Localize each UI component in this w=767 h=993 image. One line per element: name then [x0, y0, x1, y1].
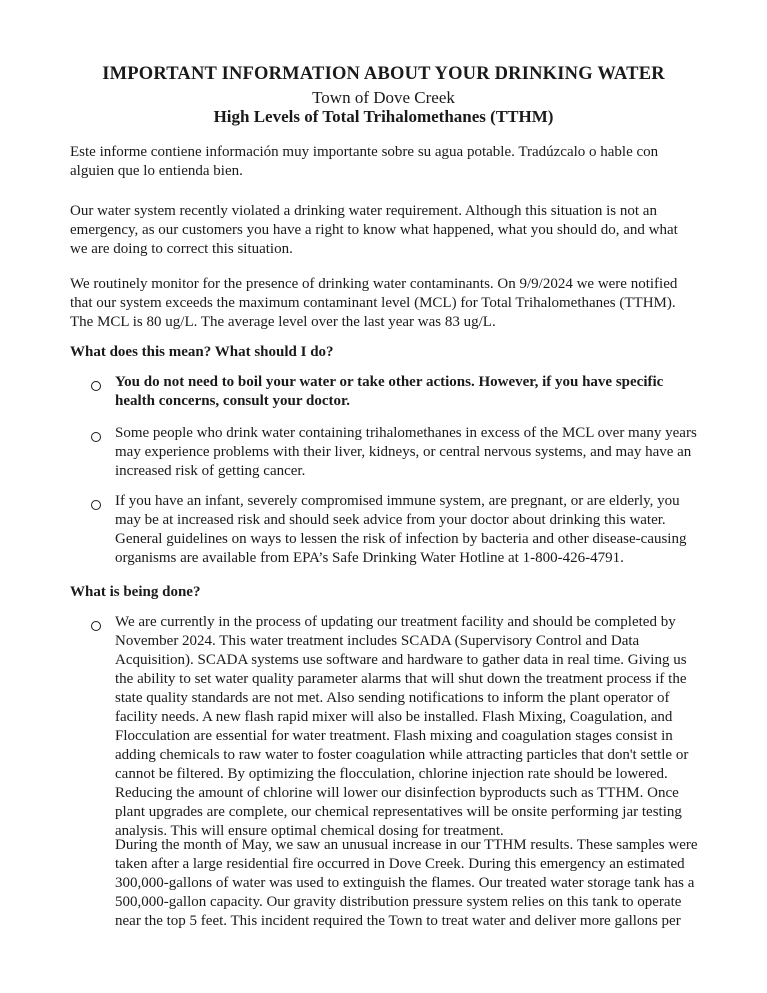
section-heading-what-is-being-done: What is being done? [70, 584, 201, 600]
bullet-item: Some people who drink water containing trihalomethanes in excess of the MCL over many years may experience problems with their liver, kidneys, or central nervous systems, and may have an increased risk of getting cancer. [115, 425, 697, 479]
continuation-paragraph: During the month of May, we saw an unusual increase in our TTHM results. These samples were taken after a large residential fire occurred in Dove Creek. During this emergency an estimated 300,000-gallons of water was used to extinguish the flames. Our treated water storage tank has a 500,000-gallon capacity. Our gravity distribution pressure system relies on this tank to operate near the top 5 feet. This incident required the Town to treat water and deliver more gallons per [115, 837, 698, 929]
bullet-item: We are currently in the process of updating our treatment facility and should be completed by November 2024. This water treatment includes SCADA (Supervisory Control and Data Acquisition). SCADA systems use software and hardware to gather data in real time. Giving us the ability to set water quality parameter alarms that will shut down the treatment process if the state quality standards are not met. Also sending notifications to inform the plant operator of facility needs. A new flash rapid mixer will also be installed. Flash Mixing, Coagulation, and Flocculation are essential for water treatment. Flash mixing and coagulation stages consist in adding chemicals to raw water to foster coagulation while attracting particles that don't settle or cannot be filtered. By optimizing the flocculation, chlorine injection rate should be lowered. Reducing the amount of chlorine will lower our disinfection byproducts such as TTHM. Once plant upgrades are complete, our chemical representatives will be onsite performing jar testing analysis. This will ensure optimal chemical dosing for treatment. [115, 614, 689, 839]
section-heading-what-should-i-do: What does this mean? What should I do? [70, 344, 334, 360]
document-title: IMPORTANT INFORMATION ABOUT YOUR DRINKING WATER [102, 64, 665, 84]
bullet-circle-icon [91, 621, 101, 631]
town-name: Town of Dove Creek [312, 88, 455, 107]
bullet-item: You do not need to boil your water or take other actions. However, if you have specific health concerns, consult your doctor. [115, 374, 664, 409]
monitoring-paragraph: We routinely monitor for the presence of drinking water contaminants. On 9/9/2024 we were notified that our system exceeds the maximum contaminant level (MCL) for Total Trihalomethanes (TTHM). The MCL is 80 ug/L. The average level over the last year was 83 ug/L. [70, 276, 678, 330]
violation-paragraph: Our water system recently violated a drinking water requirement. Although this situation is not an emergency, as our customers you have a right to know what happened, what you should do, and what we are doing to correct this situation. [70, 203, 678, 257]
spanish-notice: Este informe contiene información muy importante sobre su agua potable. Tradúzcalo o hable con alguien que lo entienda bien. [70, 144, 659, 179]
bullet-circle-icon [91, 432, 101, 442]
subject-heading: High Levels of Total Trihalomethanes (TTHM) [213, 107, 554, 126]
bullet-circle-icon [91, 381, 101, 391]
bullet-circle-icon [91, 500, 101, 510]
bullet-item: If you have an infant, severely compromised immune system, are pregnant, or are elderly, you may be at increased risk and should seek advice from your doctor about drinking this water. General guidelines on ways to lessen the risk of infection by bacteria and other disease-causing organisms are available from EPA’s Safe Drinking Water Hotline at 1-800-426-4791. [115, 493, 687, 566]
